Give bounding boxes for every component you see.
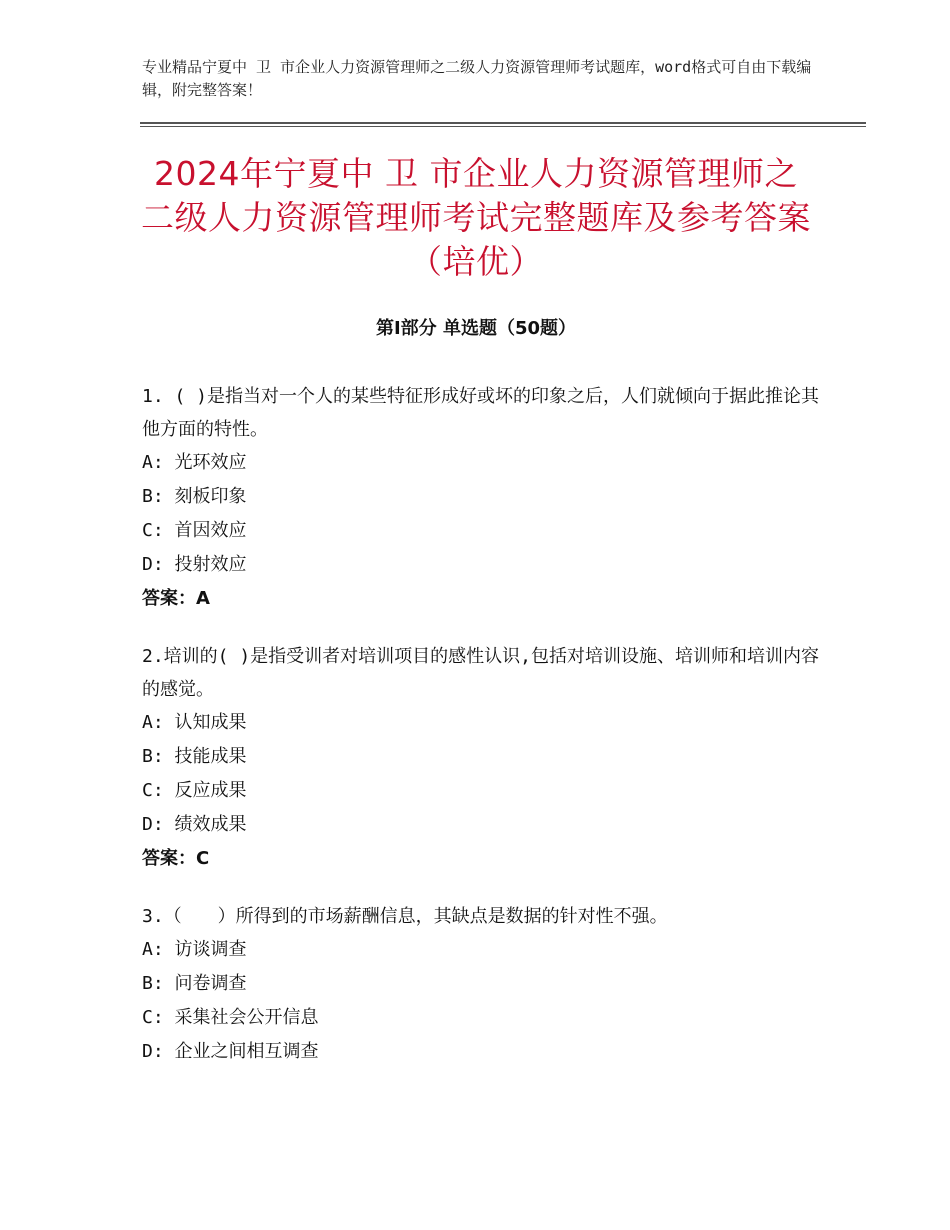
question-stem: 3.（ ）所得到的市场薪酬信息，其缺点是数据的针对性不强。 (142, 906, 668, 927)
option-c: C: 反应成果 (142, 780, 247, 801)
option-a: A: 访谈调查 (142, 939, 247, 960)
option-d: D: 投射效应 (142, 554, 247, 575)
option-b: B: 问卷调查 (142, 973, 247, 994)
option-c: C: 首因效应 (142, 520, 247, 541)
header-rule-thick (140, 122, 866, 124)
answer-label: 答案：C (142, 848, 210, 869)
section-title: 第Ⅰ部分 单选题（50题） (375, 318, 576, 339)
option-c: C: 采集社会公开信息 (142, 1007, 319, 1028)
document-title: 2024年宁夏中 卫 市企业人力资源管理师之二级人力资源管理师考试完整题库及参考答案（培优） (141, 154, 811, 281)
header-rule-thin (140, 126, 866, 127)
option-b: B: 技能成果 (142, 746, 247, 767)
answer-label: 答案：A (142, 588, 210, 609)
question-1 (142, 380, 822, 616)
header-note: 专业精品宁夏中 卫 市企业人力资源管理师之二级人力资源管理师考试题库，word格式可自由下载编辑，附完整答案！ (142, 58, 812, 99)
option-d: D: 企业之间相互调查 (142, 1041, 319, 1062)
question-list (142, 380, 822, 1093)
question-2 (142, 640, 822, 876)
question-3 (142, 900, 822, 1069)
option-d: D: 绩效成果 (142, 814, 247, 835)
option-b: B: 刻板印象 (142, 486, 247, 507)
question-stem: 1. ( )是指当对一个人的某些特征形成好或坏的印象之后，人们就倾向于据此推论其他方面的特性。 (142, 386, 820, 440)
option-a: A: 认知成果 (142, 712, 247, 733)
option-a: A: 光环效应 (142, 452, 247, 473)
question-stem: 2.培训的( )是指受训者对培训项目的感性认识,包括对培训设施、培训师和培训内容的感觉。 (142, 646, 820, 700)
